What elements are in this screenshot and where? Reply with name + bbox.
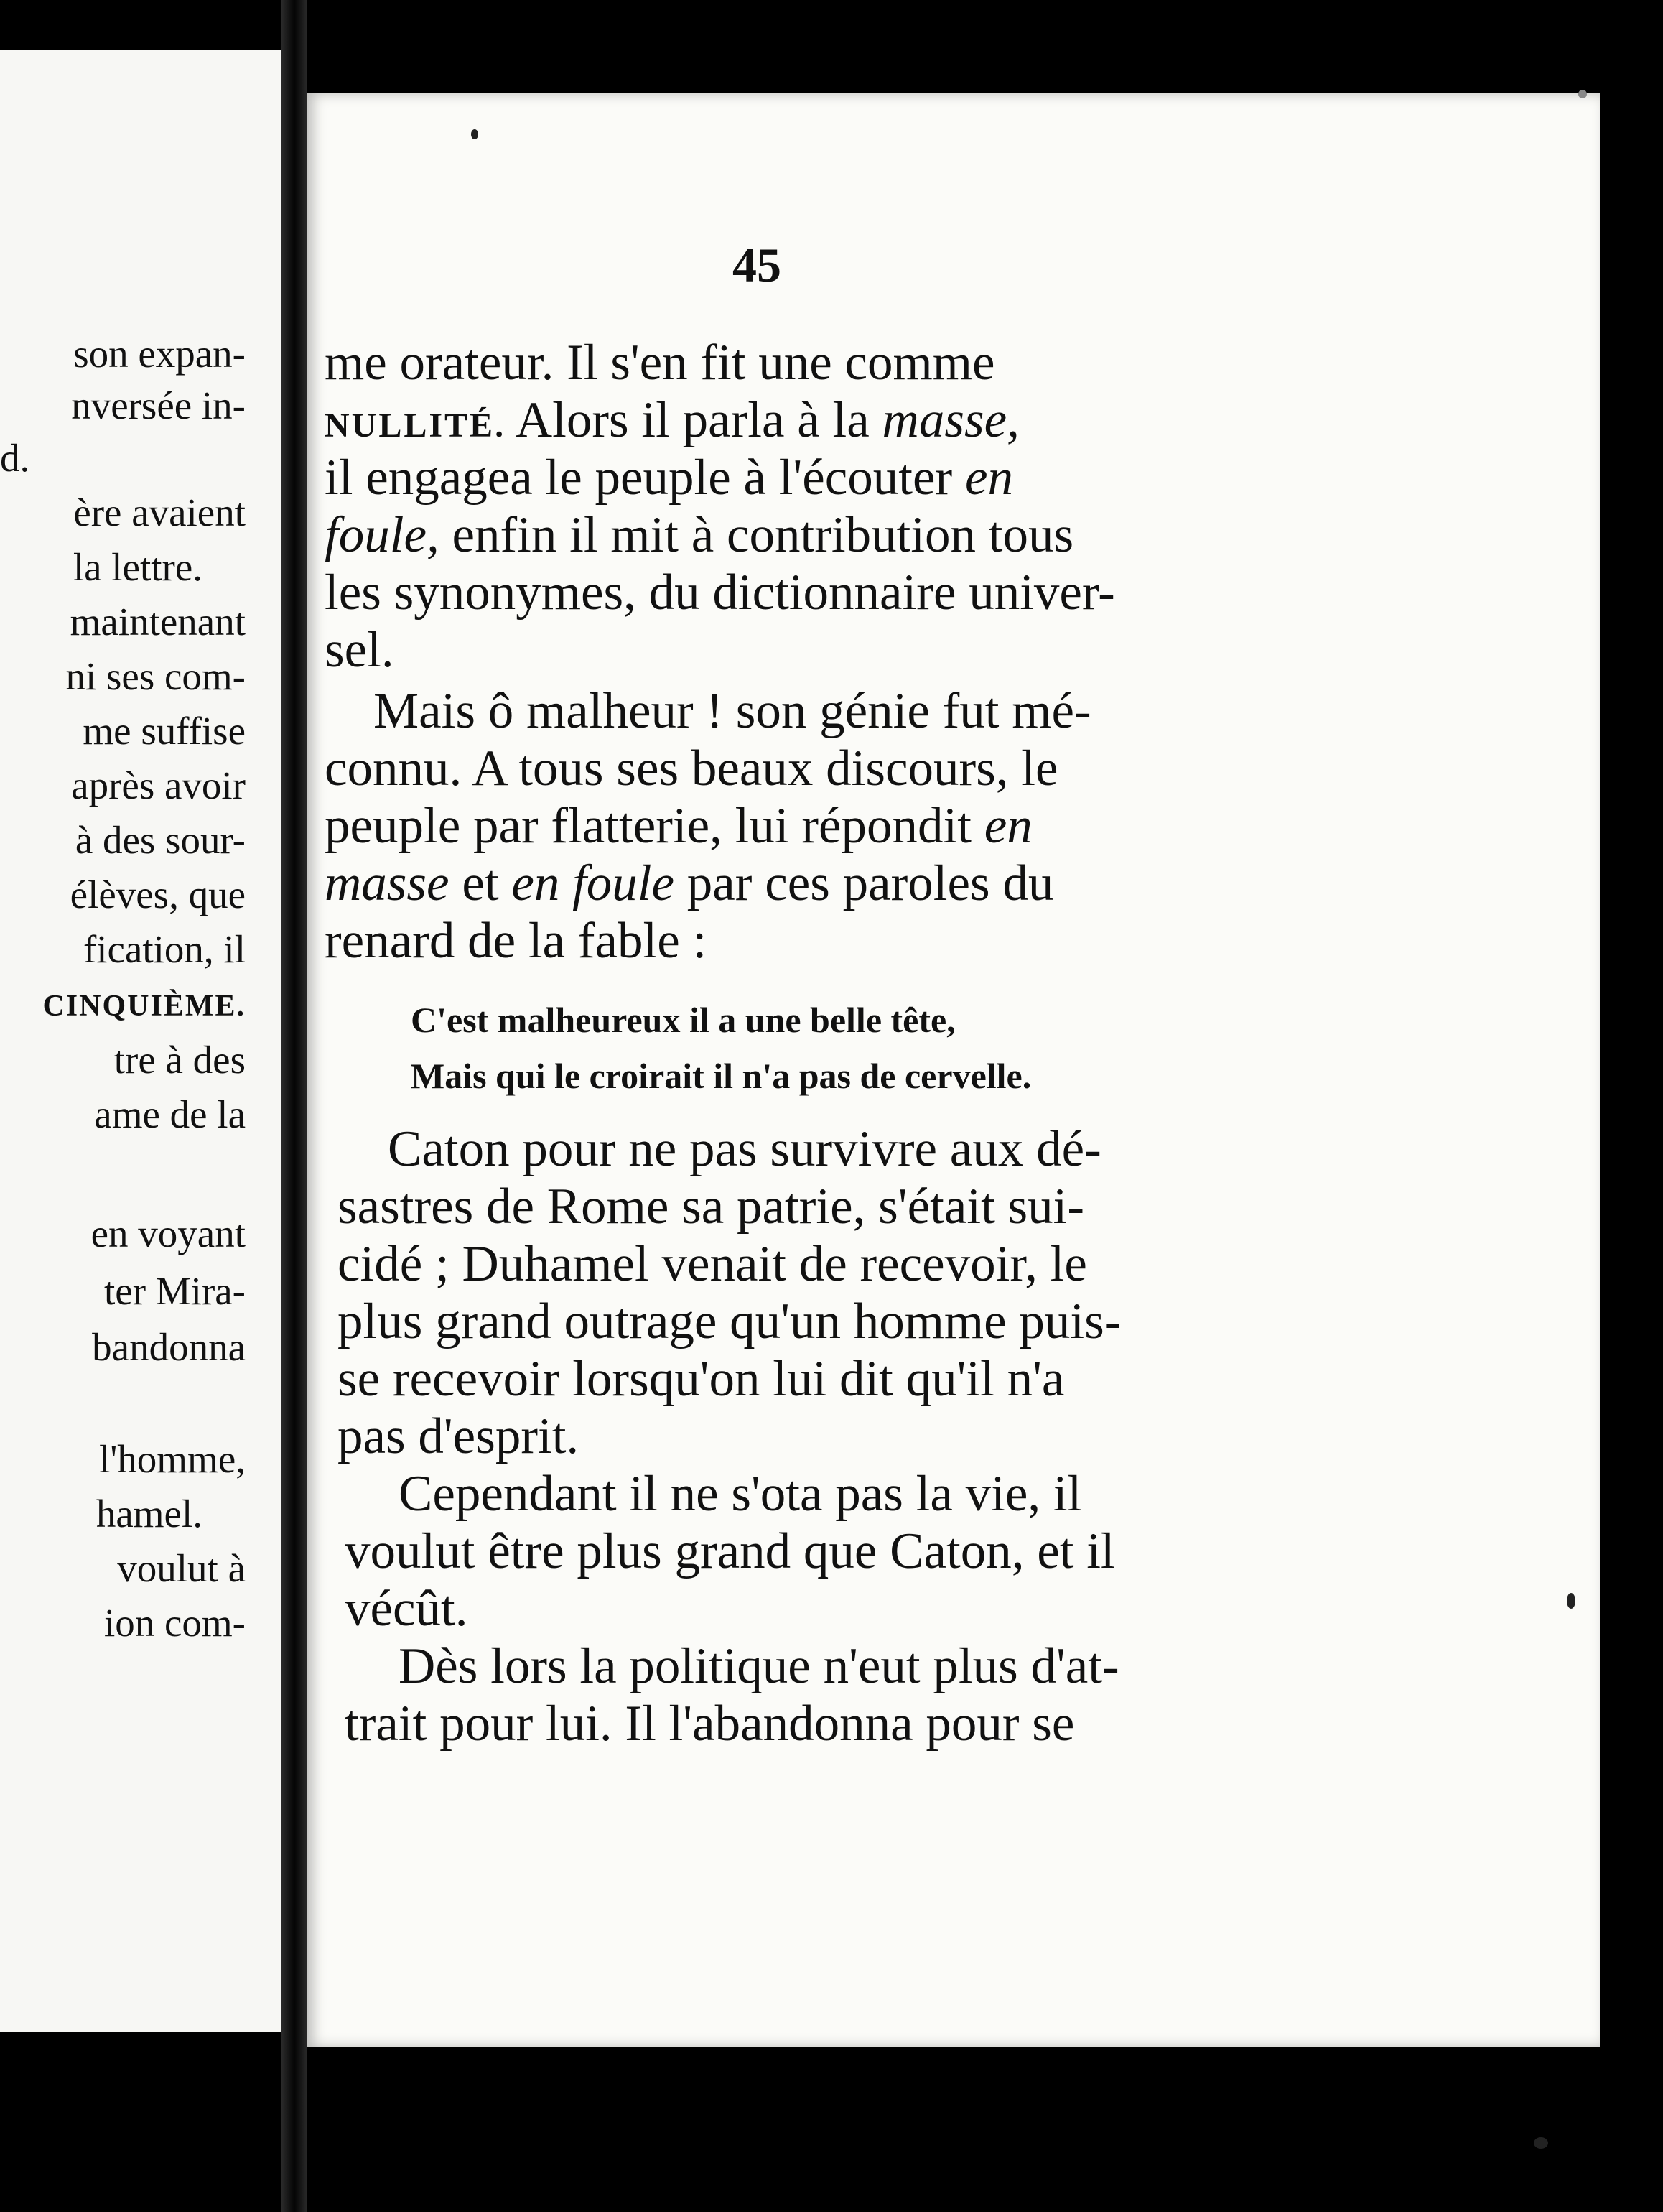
italic-word: masse xyxy=(325,855,449,911)
text-line: pas d'esprit. xyxy=(337,1408,579,1464)
text-line: se recevoir lorsqu'on lui dit qu'il n'a xyxy=(337,1351,1065,1407)
scan-speck xyxy=(1567,1593,1575,1609)
left-page-line: bandonna xyxy=(92,1325,246,1369)
text-line: me orateur. Il s'en fit une comme xyxy=(325,335,995,391)
text-span: il engagea le peuple à l'écouter xyxy=(325,450,965,506)
text-span: et xyxy=(449,855,512,911)
text-span: Alors il parla à la xyxy=(506,392,882,448)
left-page-line: me suffise xyxy=(83,709,246,753)
left-page-line: maintenant xyxy=(70,600,246,643)
text-span: enfin il mit à contribution tous xyxy=(439,507,1074,563)
text-line: cidé ; Duhamel venait de recevoir, le xyxy=(337,1236,1087,1292)
scan-speck xyxy=(1578,90,1587,98)
text-line: vécût. xyxy=(345,1581,468,1637)
text-line xyxy=(325,798,1033,854)
text-line: Caton pour ne pas survivre aux dé- xyxy=(388,1121,1101,1177)
left-page-line: ter Mira- xyxy=(104,1269,246,1313)
scan-speck xyxy=(471,129,478,139)
left-page-line: à des sour- xyxy=(75,818,246,862)
verse-line: C'est malheureux il a une belle tête, xyxy=(411,1000,956,1040)
text-line: sel. xyxy=(325,622,394,678)
text-span: peuple par flatterie, lui répondit xyxy=(325,798,984,854)
left-page-line: ame de la xyxy=(94,1092,246,1136)
text-line: renard de la fable : xyxy=(325,913,707,969)
left-page-line: l'homme, xyxy=(99,1437,246,1481)
text-line: plus grand outrage qu'un homme puis- xyxy=(337,1293,1122,1349)
left-page-line: son expan- xyxy=(73,332,246,376)
left-page-line: voulut à xyxy=(117,1546,246,1590)
page-number: 45 xyxy=(732,238,781,292)
text-span: par ces paroles du xyxy=(674,855,1054,911)
text-line: trait pour lui. Il l'abandonna pour se xyxy=(345,1696,1075,1752)
left-page-line: ère avaient xyxy=(73,491,246,534)
text-line xyxy=(325,450,1013,506)
left-page-line: élèves, que xyxy=(70,873,246,916)
text-line: Dès lors la politique n'eut plus d'at- xyxy=(399,1638,1119,1694)
verse-line: Mais qui le croirait il n'a pas de cervelle. xyxy=(411,1056,1032,1096)
left-page-line: fication, il xyxy=(83,927,246,971)
text-line: les synonymes, du dictionnaire univer- xyxy=(325,564,1115,621)
left-page-line: tre à des xyxy=(113,1038,246,1082)
left-page-line: d. xyxy=(0,436,30,480)
text-line: sastres de Rome sa patrie, s'était sui- xyxy=(337,1179,1085,1235)
left-page-line: ion com- xyxy=(103,1601,246,1645)
italic-word: foule, xyxy=(325,507,439,563)
text-line xyxy=(325,392,1020,448)
left-page-line: hamel. xyxy=(96,1492,202,1535)
text-line xyxy=(325,855,1054,911)
italic-word: en xyxy=(984,798,1033,854)
italic-word: en foule xyxy=(511,855,675,911)
left-page-line: CINQUIÈME. xyxy=(42,990,246,1023)
text-line: Mais ô malheur ! son génie fut mé- xyxy=(373,683,1091,739)
text-line: Cependant il ne s'ota pas la vie, il xyxy=(399,1466,1082,1522)
left-page-line: après avoir xyxy=(71,763,246,807)
book-gutter xyxy=(281,0,307,2212)
scan-speck xyxy=(1534,2137,1548,2149)
left-page-line: nversée in- xyxy=(71,384,246,427)
text-line xyxy=(325,507,1074,563)
left-page-line: en voyant xyxy=(90,1212,246,1255)
italic-word: en xyxy=(964,450,1013,506)
text-line: connu. A tous ses beaux discours, le xyxy=(325,740,1058,796)
left-page-line: ni ses com- xyxy=(65,654,246,698)
left-page-line: la lettre. xyxy=(73,545,202,589)
italic-word: masse, xyxy=(882,392,1020,448)
left-page xyxy=(0,50,281,2032)
small-caps-word: NULLITÉ. xyxy=(325,406,506,445)
text-line: voulut être plus grand que Caton, et il xyxy=(345,1523,1115,1579)
